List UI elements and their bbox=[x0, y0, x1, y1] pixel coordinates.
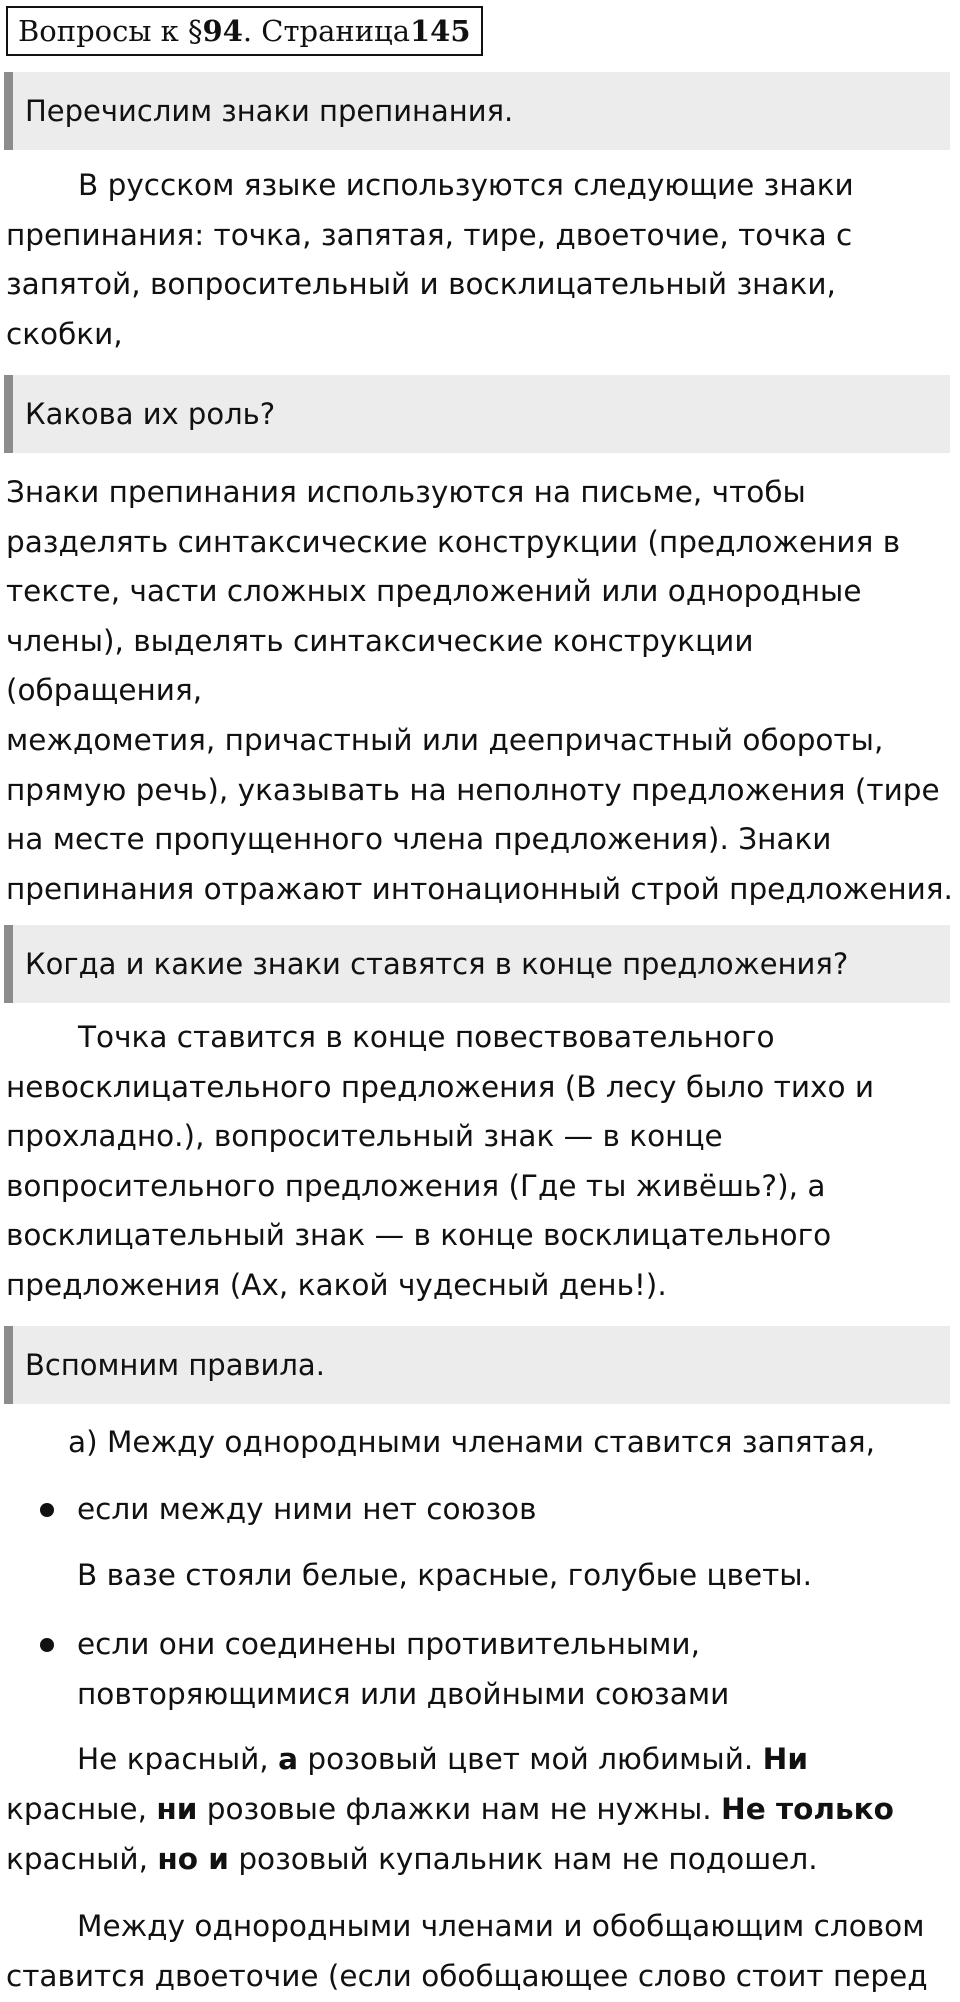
example-2-line1: Не красный, а розовый цвет мой любимый. Ни bbox=[77, 1742, 809, 1776]
example-2-line3: красный, но и розовый купальник нам не подошел. bbox=[6, 1842, 818, 1876]
bullet-item-2-line1: если они соединены противительными, bbox=[77, 1627, 700, 1661]
question-heading-3 bbox=[4, 925, 950, 1003]
answer-paragraph-1: В русском языке используются следующие знаки препинания: точка, запятая, тире, двоеточие, точка с запятой, вопросительный и восклицательный знаки, скобки, bbox=[6, 168, 854, 351]
rules-heading bbox=[4, 1326, 950, 1404]
colon-rule-line2: ставится двоеточие (если обобщающее слово стоит перед bbox=[6, 1959, 928, 1993]
question-text: Какова их роль? bbox=[25, 397, 276, 431]
question-text: Когда и какие знаки ставятся в конце предложения? bbox=[25, 947, 849, 981]
bullet-icon bbox=[40, 1503, 54, 1517]
page-title bbox=[6, 6, 483, 56]
page-number: 145 bbox=[410, 14, 471, 48]
answer-paragraph-2: Знаки препинания используются на письме, чтобы разделять синтаксические конструкции (предложения в тексте, части сложных предложений или однородные члены), выделять синтаксические конструкции (обращения, междометия, причастный или деепричастный обороты, прямую речь), указывать на неполноту предложения (тире на месте пропущенного члена предложения). Знаки препинания отражают интонационный строй предложения. bbox=[6, 475, 953, 906]
example-1: В вазе стояли белые, красные, голубые цветы. bbox=[77, 1558, 812, 1592]
colon-rule-line1: Между однородными членами и обобщающим словом bbox=[77, 1909, 925, 1943]
bullet-item-1: если между ними нет союзов bbox=[77, 1492, 537, 1526]
question-text: Перечислим знаки препинания. bbox=[25, 94, 514, 128]
paragraph-number: 94 bbox=[202, 14, 243, 48]
title-page-prefix: . Страница bbox=[242, 14, 410, 48]
bullet-item-2-line2: повторяющимися или двойными союзами bbox=[77, 1677, 730, 1711]
bullet-icon bbox=[40, 1638, 54, 1652]
question-heading-1 bbox=[4, 72, 950, 150]
question-heading-2 bbox=[4, 375, 950, 453]
answer-paragraph-3: Точка ставится в конце повествовательного невосклицательного предложения (В лесу было тихо и прохладно.), вопросительный знак — в конце вопросительного предложения (Где ты живёшь?), а восклицательный знак — в конце восклицательного предложения (Ах, какой чудесный день!). bbox=[6, 1020, 875, 1302]
rule-a: а) Между однородными членами ставится запятая, bbox=[68, 1425, 876, 1459]
title-prefix: Вопросы к § bbox=[18, 14, 203, 48]
example-2-line2: красные, ни розовые флажки нам не нужны. Не только bbox=[6, 1792, 894, 1826]
rules-heading-text: Вспомним правила. bbox=[25, 1348, 325, 1382]
